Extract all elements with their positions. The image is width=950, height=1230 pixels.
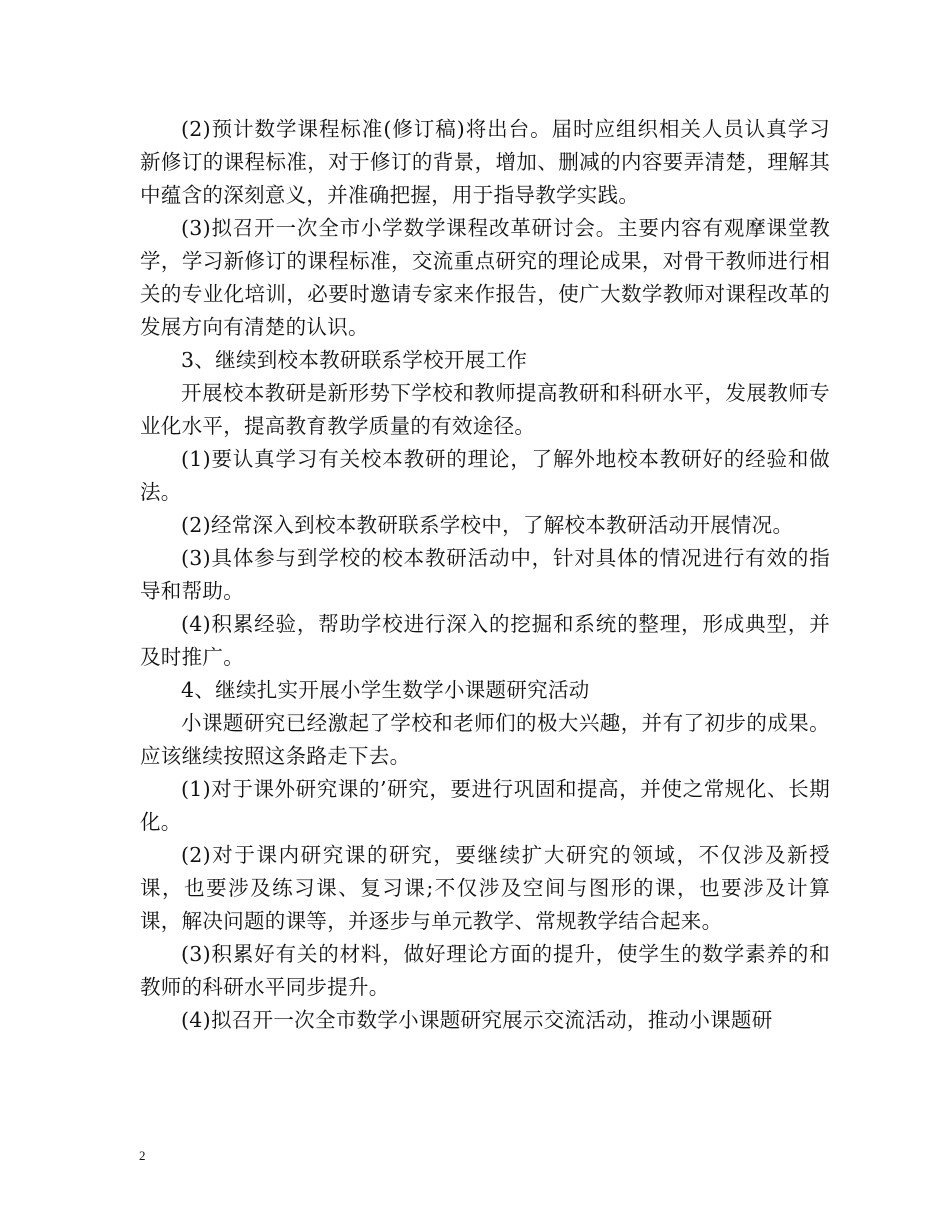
paragraph-6: (2)经常深入到校本教研联系学校中，了解校本教研活动开展情况。 <box>181 513 794 537</box>
paragraph-7: (3)具体参与到学校的校本教研活动中，针对具体的情况进行有效的指导和帮助。 <box>140 546 830 603</box>
paragraph-5: (1)要认真学习有关校本教研的理论，了解外地校本教研好的经验和做法。 <box>140 447 830 504</box>
paragraph-14: (4)拟召开一次全市数学小课题研究展示交流活动，推动小课题研 <box>181 1008 773 1032</box>
paragraph-4: 开展校本教研是新形势下学校和教师提高教研和科研水平，发展教师专业化水平，提高教育教学质量的有效途径。 <box>140 381 830 438</box>
paragraph-13: (3)积累好有关的材料，做好理论方面的提升，使学生的数学素养的和教师的科研水平同步提升。 <box>140 942 830 999</box>
paragraph-2: (3)拟召开一次全市小学数学课程改革研讨会。主要内容有观摩课堂教学，学习新修订的课程标准，交流重点研究的理论成果，对骨干教师进行相关的专业化培训，必要时邀请专家来作报告，使广大数学教师对课程改革的发展方向有清楚的认识。 <box>140 216 830 339</box>
section-heading-3: 3、继续到校本教研联系学校开展工作 <box>181 348 528 372</box>
paragraph-1: (2)预计数学课程标准(修订稿)将出台。届时应组织相关人员认真学习新修订的课程标准，对于修订的背景，增加、删减的内容要弄清楚，理解其中蕴含的深刻意义，并准确把握，用于指导教学实践。 <box>140 117 830 207</box>
paragraph-11: (1)对于课外研究课的’研究，要进行巩固和提高，并使之常规化、长期化。 <box>140 777 830 834</box>
paragraph-10: 小课题研究已经激起了学校和老师们的极大兴趣，并有了初步的成果。应该继续按照这条路走下去。 <box>140 711 830 768</box>
section-heading-4: 4、继续扎实开展小学生数学小课题研究活动 <box>181 678 590 702</box>
page-number: 2 <box>139 1148 146 1163</box>
paragraph-12: (2)对于课内研究课的研究，要继续扩大研究的领域，不仅涉及新授课，也要涉及练习课、复习课;不仅涉及空间与图形的课，也要涉及计算课，解决问题的课等，并逐步与单元教学、常规教学结合起来。 <box>140 843 830 933</box>
document-body <box>140 113 830 1037</box>
paragraph-8: (4)积累经验，帮助学校进行深入的挖掘和系统的整理，形成典型，并及时推广。 <box>140 612 830 669</box>
